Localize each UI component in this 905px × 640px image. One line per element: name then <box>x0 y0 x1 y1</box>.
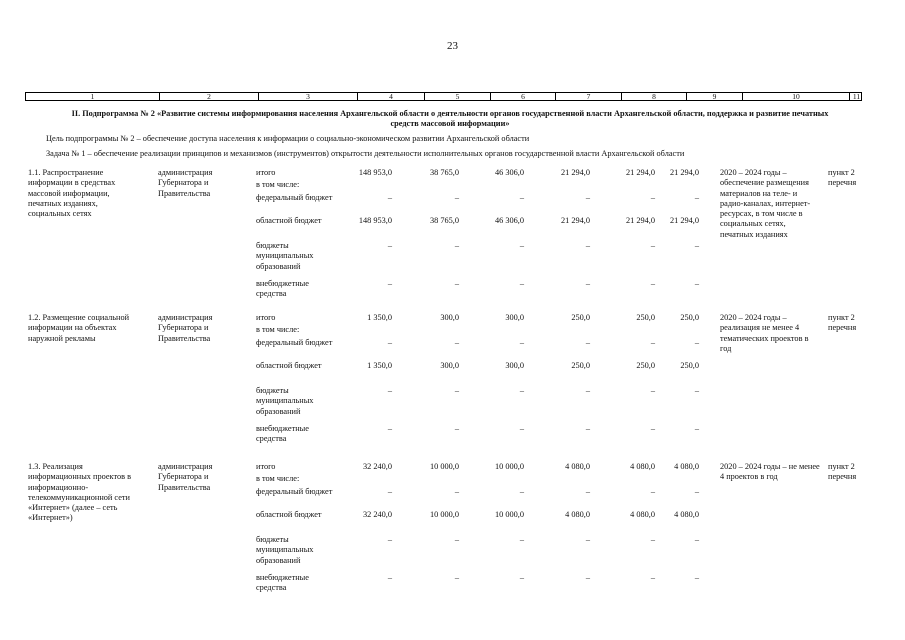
funding-value: 10 000,0 <box>429 462 459 471</box>
funding-source-label: бюджеты муниципальных образований <box>256 241 314 271</box>
funding-value: – <box>519 424 524 433</box>
funding-value: – <box>454 193 459 202</box>
funding-value: 300,0 <box>505 361 524 370</box>
funding-value: – <box>585 193 590 202</box>
header-cell-4: 4 <box>357 93 424 100</box>
table-header-row <box>25 92 862 101</box>
funding-value: – <box>694 535 699 544</box>
funding-value: 21 294,0 <box>669 168 699 177</box>
funding-value: 300,0 <box>440 313 459 322</box>
funding-source-label: областной бюджет <box>256 510 322 519</box>
funding-value: 1 350,0 <box>367 313 392 322</box>
funding-source-label: бюджеты муниципальных образований <box>256 386 314 416</box>
measure-executor: администрация Губернатора и Правительства <box>158 462 213 492</box>
funding-value: 21 294,0 <box>669 216 699 225</box>
subprogram-task: Задача № 1 – обеспечение реализации принципов и механизмов (инструментов) открытости деятельности исполнительных органов государственной власти Архангельской области <box>46 149 685 158</box>
funding-value: – <box>585 386 590 395</box>
funding-value: 148 953,0 <box>358 216 392 225</box>
funding-source-label: внебюджетные средства <box>256 279 309 299</box>
measure-executor: администрация Губернатора и Правительства <box>158 168 213 198</box>
funding-value: – <box>454 241 459 250</box>
expected-result: 2020 – 2024 годы – реализация не менее 4 тематических проектов в год <box>720 313 809 353</box>
funding-value: 250,0 <box>680 313 699 322</box>
funding-value: – <box>694 279 699 288</box>
funding-value: – <box>519 535 524 544</box>
funding-value: 250,0 <box>636 313 655 322</box>
funding-source-label: федеральный бюджет <box>256 487 333 496</box>
funding-value: – <box>650 338 655 347</box>
funding-value: 250,0 <box>571 313 590 322</box>
funding-value: 4 080,0 <box>630 510 655 519</box>
funding-source-label: в том числе: <box>256 474 300 483</box>
header-cell-1: 1 <box>90 92 95 101</box>
funding-value: 32 240,0 <box>362 510 392 519</box>
funding-source-label: федеральный бюджет <box>256 338 333 347</box>
funding-value: 38 765,0 <box>429 216 459 225</box>
measure-name: 1.2. Размещение социальной информации на объектах наружной рекламы <box>28 313 130 343</box>
funding-value: – <box>585 573 590 582</box>
funding-value: – <box>454 386 459 395</box>
funding-value: 21 294,0 <box>625 168 655 177</box>
funding-value: – <box>585 279 590 288</box>
funding-source-label: федеральный бюджет <box>256 193 333 202</box>
funding-value: 46 306,0 <box>494 216 524 225</box>
funding-value: 21 294,0 <box>625 216 655 225</box>
funding-value: – <box>454 338 459 347</box>
funding-source-label: областной бюджет <box>256 216 322 225</box>
header-cell-8: 8 <box>621 93 686 100</box>
funding-value: – <box>387 386 392 395</box>
funding-value: – <box>650 424 655 433</box>
funding-value: – <box>454 573 459 582</box>
funding-source-label: внебюджетные средства <box>256 573 309 593</box>
header-cell-3: 3 <box>258 93 357 100</box>
funding-value: – <box>519 487 524 496</box>
funding-value: 46 306,0 <box>494 168 524 177</box>
funding-value: – <box>650 386 655 395</box>
funding-value: – <box>519 193 524 202</box>
funding-value: – <box>454 535 459 544</box>
funding-value: – <box>694 424 699 433</box>
funding-value: 300,0 <box>440 361 459 370</box>
funding-value: – <box>519 386 524 395</box>
header-cell-5: 5 <box>424 93 490 100</box>
funding-value: 4 080,0 <box>674 510 699 519</box>
header-cell-2: 2 <box>159 93 258 100</box>
funding-value: – <box>585 535 590 544</box>
funding-value: – <box>519 338 524 347</box>
funding-value: – <box>387 279 392 288</box>
funding-value: – <box>519 241 524 250</box>
funding-value: 21 294,0 <box>560 216 590 225</box>
funding-value: 148 953,0 <box>358 168 392 177</box>
subprogram-title: II. Подпрограмма № 2 «Развитие системы информирования населения Архангельской области о деятельности органов государственной власти Архангельской области, поддержка и развитие печатных средств массовой информации» <box>71 109 829 128</box>
funding-source-label: внебюджетные средства <box>256 424 309 444</box>
reference-link: пункт 2 перечня <box>828 462 857 482</box>
reference-link: пункт 2 перечня <box>828 313 857 333</box>
funding-value: 4 080,0 <box>565 462 590 471</box>
measure-block <box>0 462 905 607</box>
measure-name: 1.1. Распространение информации в средствах массовой информации, печатных изданиях, социальных сетях <box>28 168 116 219</box>
funding-value: – <box>650 279 655 288</box>
funding-source-label: итого <box>256 313 276 322</box>
funding-source-label: итого <box>256 168 276 177</box>
page-number: 23 <box>447 40 458 52</box>
funding-value: – <box>650 573 655 582</box>
funding-value: – <box>454 279 459 288</box>
funding-value: 38 765,0 <box>429 168 459 177</box>
header-cell-11: 11 <box>849 93 863 100</box>
header-cell-6: 6 <box>490 93 555 100</box>
funding-value: – <box>585 338 590 347</box>
funding-value: 1 350,0 <box>367 361 392 370</box>
measure-name: 1.3. Реализация информационных проектов в информационно-телекоммуникационной сети «Интернет» (далее – сеть «Интернет») <box>28 462 132 523</box>
funding-value: – <box>387 535 392 544</box>
expected-result: 2020 – 2024 годы – обеспечение размещения материалов на теле- и радио-каналах, интернет-ресурсах, в том числе в социальных сетях, печатных изданиях <box>720 168 811 239</box>
funding-value: 32 240,0 <box>362 462 392 471</box>
funding-value: 4 080,0 <box>630 462 655 471</box>
funding-value: 300,0 <box>505 313 524 322</box>
funding-source-label: в том числе: <box>256 325 300 334</box>
funding-value: – <box>387 241 392 250</box>
funding-value: – <box>454 424 459 433</box>
funding-source-label: бюджеты муниципальных образований <box>256 535 314 565</box>
funding-value: – <box>519 573 524 582</box>
funding-value: 21 294,0 <box>560 168 590 177</box>
funding-value: – <box>694 573 699 582</box>
funding-value: – <box>694 386 699 395</box>
funding-value: – <box>387 338 392 347</box>
funding-value: – <box>387 424 392 433</box>
funding-value: 10 000,0 <box>494 510 524 519</box>
funding-value: – <box>585 487 590 496</box>
funding-value: 4 080,0 <box>565 510 590 519</box>
reference-link: пункт 2 перечня <box>828 168 857 188</box>
funding-source-label: областной бюджет <box>256 361 322 370</box>
funding-value: – <box>694 193 699 202</box>
funding-value: – <box>650 241 655 250</box>
measure-block <box>0 313 905 458</box>
header-cell-10: 10 <box>742 93 849 100</box>
header-cell-9: 9 <box>686 93 742 100</box>
funding-value: – <box>387 193 392 202</box>
funding-source-label: в том числе: <box>256 180 300 189</box>
funding-value: – <box>694 338 699 347</box>
funding-value: 250,0 <box>636 361 655 370</box>
measure-executor: администрация Губернатора и Правительства <box>158 313 213 343</box>
measure-block <box>0 168 905 313</box>
funding-value: – <box>585 241 590 250</box>
funding-value: – <box>387 487 392 496</box>
funding-value: – <box>694 241 699 250</box>
funding-value: – <box>650 487 655 496</box>
header-cell-7: 7 <box>555 93 621 100</box>
funding-value: – <box>454 487 459 496</box>
funding-value: – <box>650 535 655 544</box>
funding-value: 10 000,0 <box>429 510 459 519</box>
subprogram-goal: Цель подпрограммы № 2 – обеспечение доступа населения к информации о социально-экономическом развитии Архангельской области <box>46 134 530 143</box>
funding-value: – <box>585 424 590 433</box>
funding-value: 250,0 <box>571 361 590 370</box>
funding-value: 250,0 <box>680 361 699 370</box>
funding-value: – <box>387 573 392 582</box>
funding-value: – <box>650 193 655 202</box>
funding-value: 4 080,0 <box>674 462 699 471</box>
funding-value: – <box>519 279 524 288</box>
expected-result: 2020 – 2024 годы – не менее 4 проектов в год <box>720 462 820 482</box>
funding-value: – <box>694 487 699 496</box>
funding-value: 10 000,0 <box>494 462 524 471</box>
funding-source-label: итого <box>256 462 276 471</box>
